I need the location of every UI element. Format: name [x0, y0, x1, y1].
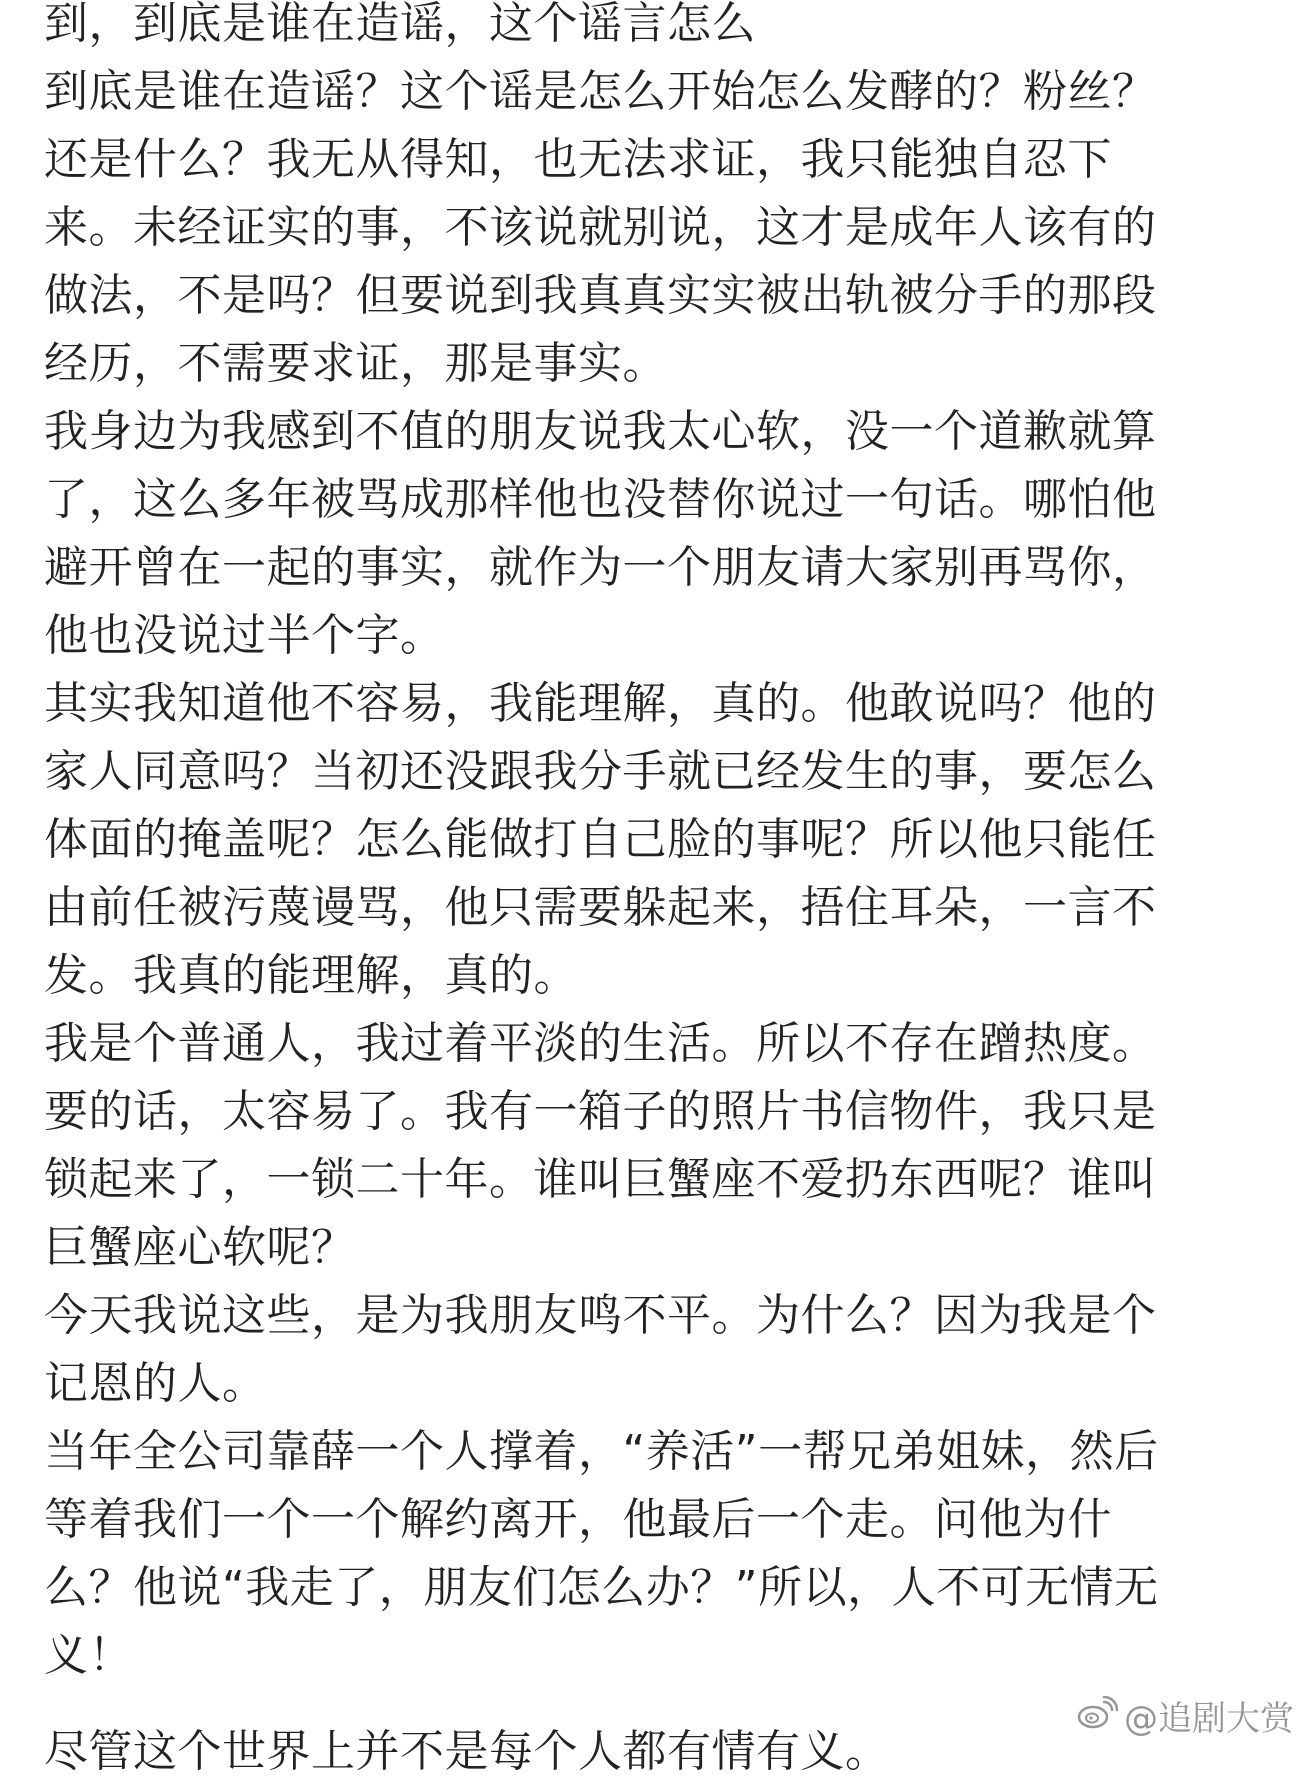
paragraph: [44, 1282, 1264, 1418]
watermark: [1076, 1696, 1294, 1741]
text-line: 他也没说过半个字。: [44, 610, 445, 661]
text-line: 尽管这个世界上并不是每个人都有情有义。: [44, 1726, 890, 1777]
text-line: 由前任被污蔑谩骂，他只需要躲起来，捂住耳朵，一言不: [44, 882, 1157, 933]
text-line: 来。未经证实的事，不该说就别说，这才是成年人该有的: [44, 202, 1157, 253]
text-line: 我是个普通人，我过着平淡的生活。所以不存在蹭热度。: [44, 1018, 1157, 1069]
text-line: 家人同意吗？当初还没跟我分手就已经发生的事，要怎么: [44, 746, 1157, 797]
text-line: 么？他说“我走了，朋友们怎么办？”所以，人不可无情无: [44, 1562, 1159, 1613]
article-body: [44, 0, 1264, 1786]
paragraph: [44, 1418, 1264, 1690]
paragraph: [44, 398, 1264, 670]
text-line: 发。我真的能理解，真的。: [44, 950, 578, 1001]
text-line: 其实我知道他不容易，我能理解，真的。他敢说吗？他的: [44, 678, 1157, 729]
text-line: 我身边为我感到不值的朋友说我太心软，没一个道歉就算: [44, 406, 1157, 457]
paragraph: [44, 1010, 1264, 1282]
text-line: 到，到底是谁在造谣，这个谣言怎么: [44, 0, 756, 49]
text-line: 还是什么？我无从得知，也无法求证，我只能独自忍下: [44, 134, 1112, 185]
text-line: 等着我们一个一个解约离开，他最后一个走。问他为什: [44, 1494, 1112, 1545]
text-line: 当年全公司靠薛一个人撑着，“养活”一帮兄弟姐妹，然后: [44, 1426, 1159, 1477]
text-line: 经历，不需要求证，那是事实。: [44, 338, 667, 389]
text-line: 做法，不是吗？但要说到我真真实实被出轨被分手的那段: [44, 270, 1157, 321]
paragraph: [44, 0, 1264, 398]
text-line: 到底是谁在造谣？这个谣是怎么开始怎么发酵的？粉丝？: [44, 66, 1157, 117]
weibo-icon: [1076, 1696, 1118, 1741]
text-line: 避开曾在一起的事实，就作为一个朋友请大家别再骂你，: [44, 542, 1157, 593]
text-line: 了，这么多年被骂成那样他也没替你说过一句话。哪怕他: [44, 474, 1157, 525]
text-line: 巨蟹座心软呢？: [44, 1222, 356, 1273]
text-line: 锁起来了，一锁二十年。谁叫巨蟹座不爱扔东西呢？谁叫: [44, 1154, 1157, 1205]
text-line: 今天我说这些，是为我朋友鸣不平。为什么？因为我是个: [44, 1290, 1157, 1341]
text-line: 义！: [44, 1630, 133, 1681]
paragraph: [44, 670, 1264, 1010]
text-line: 记恩的人。: [44, 1358, 267, 1409]
watermark-text: @追剧大赏: [1124, 1698, 1294, 1739]
text-line: 体面的掩盖呢？怎么能做打自己脸的事呢？所以他只能任: [44, 814, 1157, 865]
text-line: 要的话，太容易了。我有一箱子的照片书信物件，我只是: [44, 1086, 1157, 1137]
